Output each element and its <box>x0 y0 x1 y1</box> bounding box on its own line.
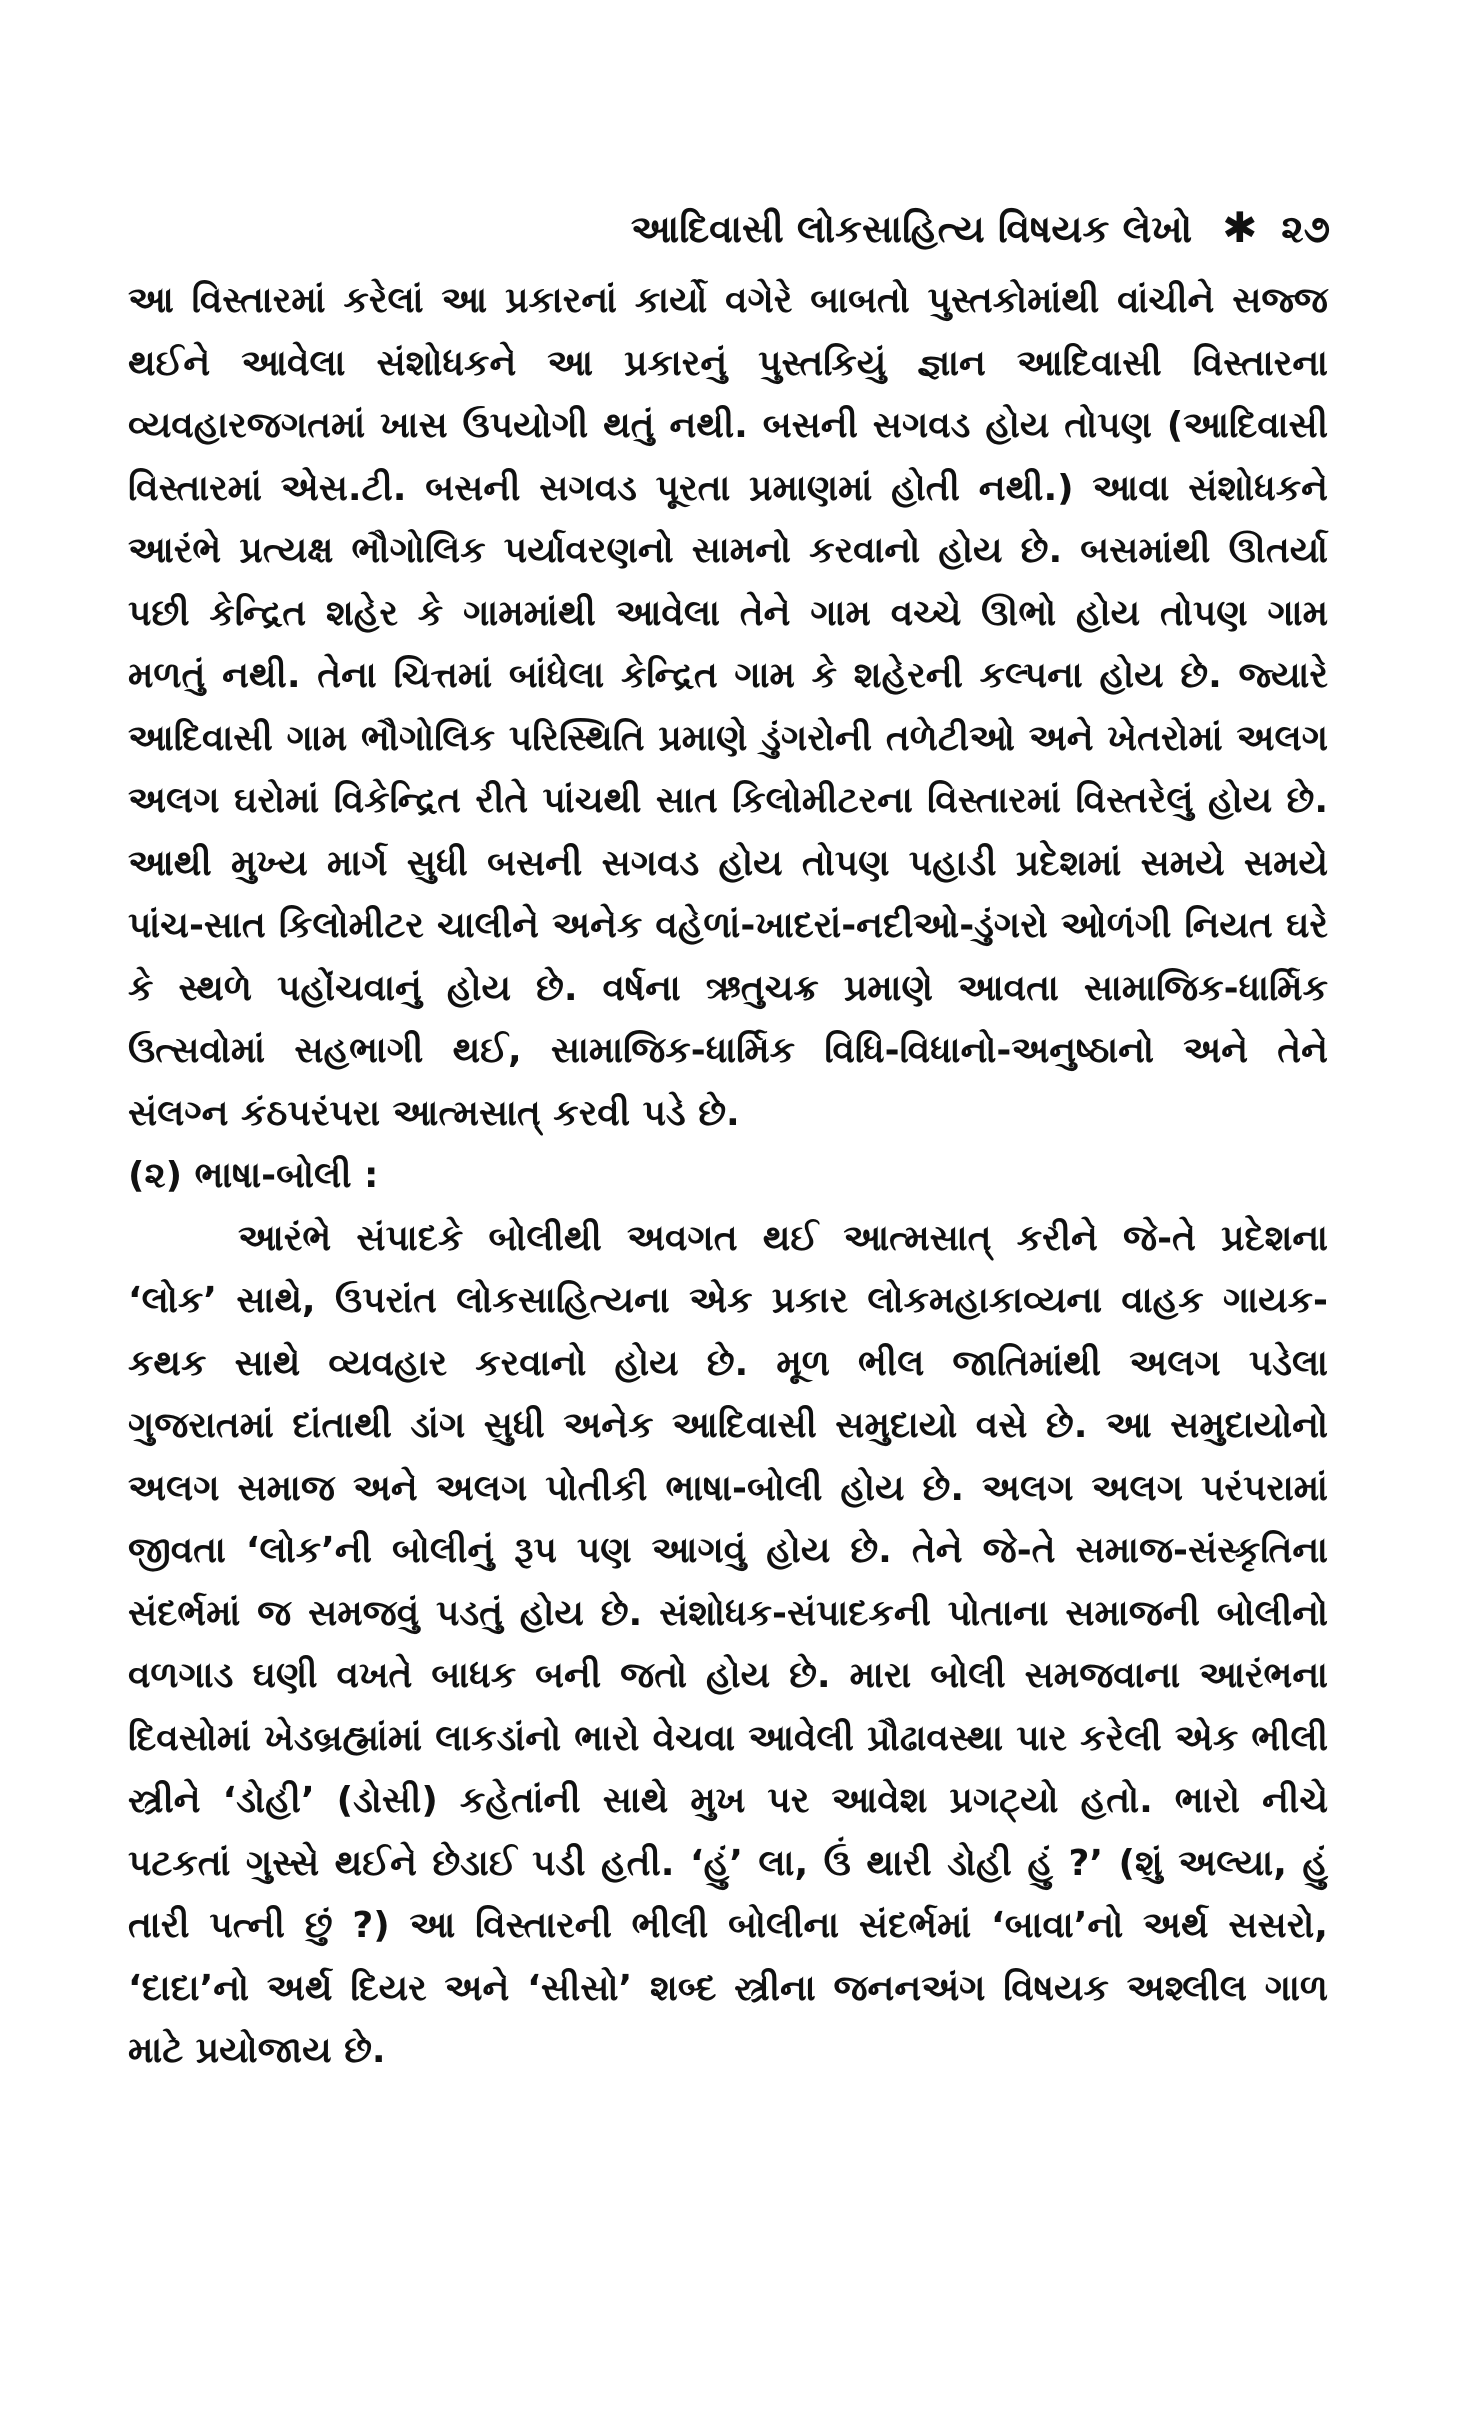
paragraph-fieldwork: આ વિસ્તારમાં કરેલાં આ પ્રકારનાં કાર્યો વગેરે બાબતો પુસ્તકોમાંથી વાંચીને સજ્જ થઈને આવેલા સંશોધકને આ પ્રકારનું પુસ્તકિયું જ્ઞાન આદિવાસી વિસ્તારના વ્યવહારજગતમાં ખાસ ઉપયોગી થતું નથી. બસની સગવડ હોય તોપણ (આદિવાસી વિસ્તારમાં એસ.ટી. બસની સગવડ પૂરતા પ્રમાણમાં હોતી નથી.) આવા સંશોધકને આરંભે પ્રત્યક્ષ ભૌગોલિક પર્યાવરણનો સામનો કરવાનો હોય છે. બસમાંથી ઊતર્યા પછી કેન્દ્રિત શહેર કે ગામમાંથી આવેલા તેને ગામ વચ્ચે ઊભો હોય તોપણ ગામ મળતું નથી. તેના ચિત્તમાં બાંધેલા કેન્દ્રિત ગામ કે શહેરની કલ્પના હોય છે. જ્યારે આદિવાસી ગામ ભૌગોલિક પરિસ્થિતિ પ્રમાણે ડુંગરોની તળેટીઓ અને ખેતરોમાં અલગ અલગ ઘરોમાં વિકેન્દ્રિત રીતે પાંચથી સાત કિલોમીટરના વિસ્તારમાં વિસ્તરેલું હોય છે. આથી મુખ્ય માર્ગ સુધી બસની સગવડ હોય તોપણ પહાડી પ્રદેશમાં સમયે સમયે પાંચ-સાત કિલોમીટર ચાલીને અનેક વહેળાં-ખાદરાં-નદીઓ-ડુંગરો ઓળંગી નિયત ઘરે કે સ્થળે પહોંચવાનું હોય છે. વર્ષના ઋતુચક્ર પ્રમાણે આવતા સામાજિક-ધાર્મિક ઉત્સવોમાં સહભાગી થઈ, સામાજિક-ધાર્મિક વિધિ-વિધાનો-અનુષ્ઠાનો અને તેને સંલગ્ન કંઠપરંપરા આત્મસાત્ કરવી પડે છે. <box>128 280 1328 1134</box>
paragraph-language-dialect: આરંભે સંપાદકે બોલીથી અવગત થઈ આત્મસાત્ કરીને જે-તે પ્રદેશના ‘લોક’ સાથે, ઉપરાંત લોકસાહિત્યના એક પ્રકાર લોકમહાકાવ્યના વાહક ગાયક-કથક સાથે વ્યવહાર કરવાનો હોય છે. મૂળ ભીલ જાતિમાંથી અલગ પડેલા ગુજરાતમાં દાંતાથી ડાંગ સુધી અનેક આદિવાસી સમુદાયો વસે છે. આ સમુદાયોનો અલગ સમાજ અને અલગ પોતીકી ભાષા-બોલી હોય છે. અલગ અલગ પરંપરામાં જીવતા ‘લોક’ની બોલીનું રૂપ પણ આગવું હોય છે. તેને જે-તે સમાજ-સંસ્કૃતિના સંદર્ભમાં જ સમજવું પડતું હોય છે. સંશોધક-સંપાદકની પોતાના સમાજની બોલીનો વળગાડ ઘણી વખતે બાધક બની જતો હોય છે. મારા બોલી સમજવાના આરંભના દિવસોમાં ખેડબ્રહ્માંમાં લાકડાંનો ભારો વેચવા આવેલી પ્રૌઢાવસ્થા પાર કરેલી એક ભીલી સ્ત્રીને ‘ડોહી’ (ડોસી) કહેતાંની સાથે મુખ પર આવેશ પ્રગટ્યો હતો. ભારો નીચે પટકતાં ગુસ્સે થઈને છેડાઈ પડી હતી. ‘હું’ લા, ઉં થારી ડોહી હું ?’ (શું અલ્યા, હું તારી પત્ની છું ?) આ વિસ્તારની ભીલી બોલીના સંદર્ભમાં ‘બાવા’નો અર્થ સસરો, ‘દાદા’નો અર્થ દિયર અને ‘સીસો’ શબ્દ સ્ત્રીના જનનઅંગ વિષયક અશ્લીલ ગાળ માટે પ્રયોજાય છે. <box>128 1217 1328 2071</box>
asterisk-separator-icon: ✱ <box>1222 203 1258 252</box>
page-number: ૨૭ <box>1281 207 1330 251</box>
section-heading-language-dialect: (૨) ભાષા-બોલી : <box>128 1155 379 1196</box>
running-title: આદિવાસી લોકસાહિત્ય વિષયક લેખો <box>630 207 1193 251</box>
running-header <box>128 198 1330 259</box>
body-text <box>128 270 1328 2083</box>
